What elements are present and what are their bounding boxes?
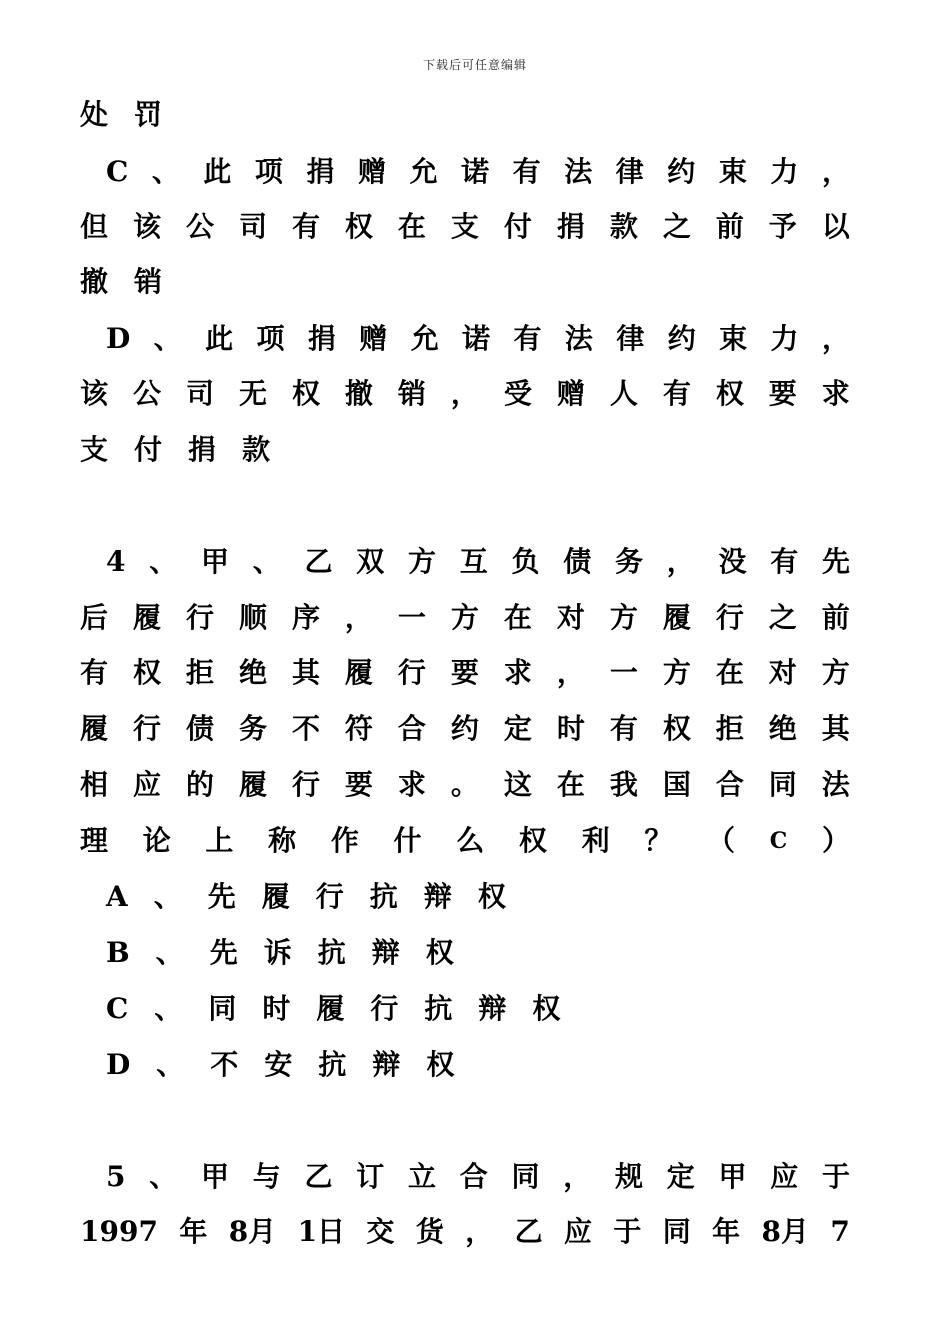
glyph: 我: [609, 768, 638, 801]
glyph: 允: [409, 155, 438, 188]
glyph: 抗: [424, 992, 453, 1025]
glyph: 乙: [514, 1215, 543, 1248]
glyph: 束: [718, 155, 747, 188]
glyph: 其: [821, 712, 850, 745]
glyph: 、: [153, 880, 182, 913]
glyph: 辩: [372, 1048, 401, 1081]
glyph: 方: [821, 656, 850, 689]
glyph: 后: [80, 601, 109, 634]
glyph: 1997: [80, 1215, 158, 1248]
glyph: 撤: [344, 377, 373, 410]
glyph: 款: [609, 210, 638, 243]
glyph: 、: [149, 545, 178, 578]
glyph: 先: [207, 880, 236, 913]
glyph: 权: [532, 992, 561, 1025]
glyph: 履: [238, 768, 267, 801]
glyph: B: [106, 936, 130, 969]
glyph: 抗: [318, 1048, 347, 1081]
glyph: 诉: [263, 936, 292, 969]
text-line: [80, 598, 850, 638]
glyph: 序: [291, 601, 320, 634]
glyph: 有: [770, 545, 799, 578]
glyph: 负: [511, 545, 540, 578]
glyph: 定: [503, 712, 532, 745]
glyph: 法: [564, 155, 593, 188]
glyph: 利: [581, 824, 610, 857]
glyph: 捐: [556, 210, 585, 243]
text-line: [80, 319, 850, 359]
glyph: 抗: [317, 936, 346, 969]
text-line: [80, 877, 850, 917]
glyph: 约: [667, 155, 696, 188]
glyph: ，: [821, 155, 850, 188]
glyph: 什: [393, 824, 422, 857]
glyph: 不: [291, 712, 320, 745]
glyph: 辩: [371, 936, 400, 969]
glyph: 此: [205, 322, 234, 355]
glyph: 在: [503, 601, 532, 634]
glyph: 款: [242, 433, 271, 466]
text-line: [80, 653, 850, 693]
glyph: 于: [821, 1160, 850, 1193]
glyph: 行: [185, 601, 214, 634]
glyph: 行: [715, 601, 744, 634]
glyph: 履: [80, 712, 109, 745]
glyph: 司: [238, 210, 267, 243]
glyph: 要: [768, 377, 797, 410]
glyph: 履: [662, 601, 691, 634]
glyph: 付: [503, 210, 532, 243]
glyph: 时: [262, 992, 291, 1025]
glyph: 对: [556, 601, 585, 634]
page-header: 下载后可任意编辑: [422, 58, 527, 72]
glyph: 么: [456, 824, 485, 857]
glyph: ，: [821, 322, 850, 355]
glyph: 没: [718, 545, 747, 578]
text-line: [80, 207, 850, 247]
text-line: [80, 765, 850, 805]
glyph: D: [106, 1048, 131, 1081]
glyph: 时: [556, 712, 585, 745]
glyph: C: [106, 155, 129, 188]
glyph: 前: [821, 601, 850, 634]
text-line: [80, 542, 850, 582]
glyph: 力: [770, 322, 799, 355]
glyph: ，: [344, 601, 373, 634]
glyph: 捐: [307, 322, 336, 355]
glyph: 权: [291, 377, 320, 410]
glyph: 要: [344, 768, 373, 801]
glyph: 之: [662, 210, 691, 243]
glyph: 顺: [238, 601, 267, 634]
glyph: 支: [450, 210, 479, 243]
glyph: 有: [512, 155, 541, 188]
glyph: 相: [80, 768, 109, 801]
glyph: 8月: [761, 1215, 810, 1248]
glyph: 赠: [556, 377, 585, 410]
glyph: 公: [132, 377, 161, 410]
glyph: 予: [768, 210, 797, 243]
glyph: 同: [511, 1160, 540, 1193]
glyph: ，: [563, 1160, 592, 1193]
glyph: 这: [503, 768, 532, 801]
glyph: 债: [563, 545, 592, 578]
glyph: 乙: [304, 1160, 333, 1193]
glyph: 论: [142, 824, 171, 857]
glyph: 律: [615, 155, 644, 188]
glyph: 。: [450, 768, 479, 801]
glyph: ）: [821, 824, 850, 857]
glyph: 拒: [185, 656, 214, 689]
glyph: 作: [330, 824, 359, 857]
glyph: 甲: [200, 1160, 229, 1193]
glyph: ，: [465, 1215, 494, 1248]
glyph: C: [769, 828, 788, 854]
glyph: 受: [503, 377, 532, 410]
glyph: 求: [503, 656, 532, 689]
glyph: 束: [719, 322, 748, 355]
glyph: 撤: [80, 265, 109, 298]
glyph: 付: [134, 433, 163, 466]
glyph: 方: [407, 545, 436, 578]
text-line: [80, 430, 850, 470]
glyph: 立: [407, 1160, 436, 1193]
glyph: 行: [132, 712, 161, 745]
glyph: 权: [715, 377, 744, 410]
glyph: 履: [344, 656, 373, 689]
glyph: 1日: [297, 1215, 346, 1248]
text-line: [80, 374, 850, 414]
glyph: 双: [356, 545, 385, 578]
glyph: 一: [609, 656, 638, 689]
glyph: 符: [344, 712, 373, 745]
glyph: 人: [609, 377, 638, 410]
glyph: 律: [616, 322, 645, 355]
glyph: 赠: [359, 322, 388, 355]
glyph: A: [106, 880, 128, 913]
glyph: 履: [316, 992, 345, 1025]
glyph: 在: [397, 210, 426, 243]
glyph: （: [707, 824, 736, 857]
glyph: 与: [252, 1160, 281, 1193]
glyph: 年: [712, 1215, 741, 1248]
text-line: [80, 1157, 850, 1197]
glyph: C: [106, 992, 129, 1025]
glyph: 订: [356, 1160, 385, 1193]
glyph: 同: [208, 992, 237, 1025]
glyph: 国: [662, 768, 691, 801]
glyph: 此: [203, 155, 232, 188]
glyph: 诺: [462, 322, 491, 355]
glyph: 履: [261, 880, 290, 913]
glyph: 债: [185, 712, 214, 745]
glyph: 求: [397, 768, 426, 801]
glyph: 权: [518, 824, 547, 857]
glyph: ，: [450, 377, 479, 410]
glyph: 、: [154, 992, 183, 1025]
glyph: 权: [477, 880, 506, 913]
glyph: 务: [238, 712, 267, 745]
glyph: 诺: [461, 155, 490, 188]
text-line: [80, 821, 850, 861]
glyph: 其: [291, 656, 320, 689]
glyph: 罚: [134, 98, 163, 131]
glyph: ？: [644, 824, 673, 857]
text-line: [80, 709, 850, 749]
glyph: 的: [185, 768, 214, 801]
glyph: 甲: [200, 545, 229, 578]
glyph: 一: [397, 601, 426, 634]
glyph: 、: [151, 155, 180, 188]
glyph: 公: [185, 210, 214, 243]
glyph: 不: [210, 1048, 239, 1081]
glyph: 、: [252, 545, 281, 578]
glyph: 要: [450, 656, 479, 689]
glyph: 称: [268, 824, 297, 857]
glyph: 同: [662, 1215, 691, 1248]
glyph: 4: [106, 545, 126, 578]
glyph: 以: [821, 210, 850, 243]
glyph: 、: [153, 322, 182, 355]
glyph: 权: [344, 210, 373, 243]
glyph: 允: [410, 322, 439, 355]
glyph: 方: [662, 656, 691, 689]
glyph: 互: [459, 545, 488, 578]
glyph: 之: [768, 601, 797, 634]
glyph: 权: [662, 712, 691, 745]
glyph: 先: [209, 936, 238, 969]
glyph: 在: [715, 656, 744, 689]
glyph: 约: [450, 712, 479, 745]
glyph: 规: [614, 1160, 643, 1193]
glyph: 前: [715, 210, 744, 243]
glyph: 履: [132, 601, 161, 634]
glyph: D: [106, 322, 131, 355]
glyph: 该: [132, 210, 161, 243]
glyph: 行: [315, 880, 344, 913]
glyph: 方: [609, 601, 638, 634]
glyph: 有: [80, 656, 109, 689]
glyph: 对: [768, 656, 797, 689]
glyph: 8月: [228, 1215, 277, 1248]
glyph: 求: [821, 377, 850, 410]
glyph: 行: [397, 656, 426, 689]
glyph: 行: [291, 768, 320, 801]
text-line: [80, 262, 850, 302]
glyph: 合: [715, 768, 744, 801]
glyph: 乙: [304, 545, 333, 578]
glyph: 力: [770, 155, 799, 188]
glyph: 、: [156, 1048, 185, 1081]
glyph: 甲: [718, 1160, 747, 1193]
text-line: [80, 933, 850, 973]
glyph: 先: [821, 545, 850, 578]
glyph: 约: [667, 322, 696, 355]
text-line: [80, 989, 850, 1029]
text-line: [80, 1045, 850, 1085]
glyph: 但: [80, 210, 109, 243]
glyph: 安: [264, 1048, 293, 1081]
glyph: ，: [556, 656, 585, 689]
glyph: 销: [397, 377, 426, 410]
glyph: 于: [613, 1215, 642, 1248]
glyph: 法: [564, 322, 593, 355]
glyph: 无: [238, 377, 267, 410]
glyph: 拒: [715, 712, 744, 745]
glyph: 应: [563, 1215, 592, 1248]
glyph: 项: [254, 155, 283, 188]
glyph: 绝: [238, 656, 267, 689]
glyph: 在: [556, 768, 585, 801]
glyph: 、: [155, 936, 184, 969]
glyph: 、: [149, 1160, 178, 1193]
glyph: 支: [80, 433, 109, 466]
glyph: 方: [450, 601, 479, 634]
glyph: 司: [185, 377, 214, 410]
glyph: 7: [830, 1215, 850, 1248]
glyph: 合: [459, 1160, 488, 1193]
glyph: 捐: [188, 433, 217, 466]
glyph: 应: [132, 768, 161, 801]
glyph: 货: [415, 1215, 444, 1248]
glyph: 销: [134, 265, 163, 298]
glyph: 行: [370, 992, 399, 1025]
glyph: 年: [179, 1215, 208, 1248]
glyph: 交: [366, 1215, 395, 1248]
glyph: 法: [821, 768, 850, 801]
glyph: 赠: [358, 155, 387, 188]
text-line: [80, 152, 850, 192]
glyph: 捐: [306, 155, 335, 188]
glyph: 有: [513, 322, 542, 355]
glyph: 抗: [369, 880, 398, 913]
glyph: 上: [205, 824, 234, 857]
glyph: 理: [80, 824, 109, 857]
glyph: 合: [397, 712, 426, 745]
glyph: 5: [106, 1160, 126, 1193]
glyph: 有: [609, 712, 638, 745]
glyph: 辩: [478, 992, 507, 1025]
glyph: 项: [256, 322, 285, 355]
glyph: ，: [666, 545, 695, 578]
glyph: 权: [425, 936, 454, 969]
glyph: 务: [614, 545, 643, 578]
text-line: [80, 95, 850, 135]
glyph: 该: [80, 377, 109, 410]
glyph: 同: [768, 768, 797, 801]
glyph: 定: [666, 1160, 695, 1193]
glyph: 处: [80, 98, 109, 131]
glyph: 有: [291, 210, 320, 243]
text-line: [80, 1212, 850, 1252]
glyph: 权: [132, 656, 161, 689]
glyph: 有: [662, 377, 691, 410]
glyph: 应: [770, 1160, 799, 1193]
glyph: 绝: [768, 712, 797, 745]
glyph: 权: [426, 1048, 455, 1081]
glyph: 辩: [423, 880, 452, 913]
